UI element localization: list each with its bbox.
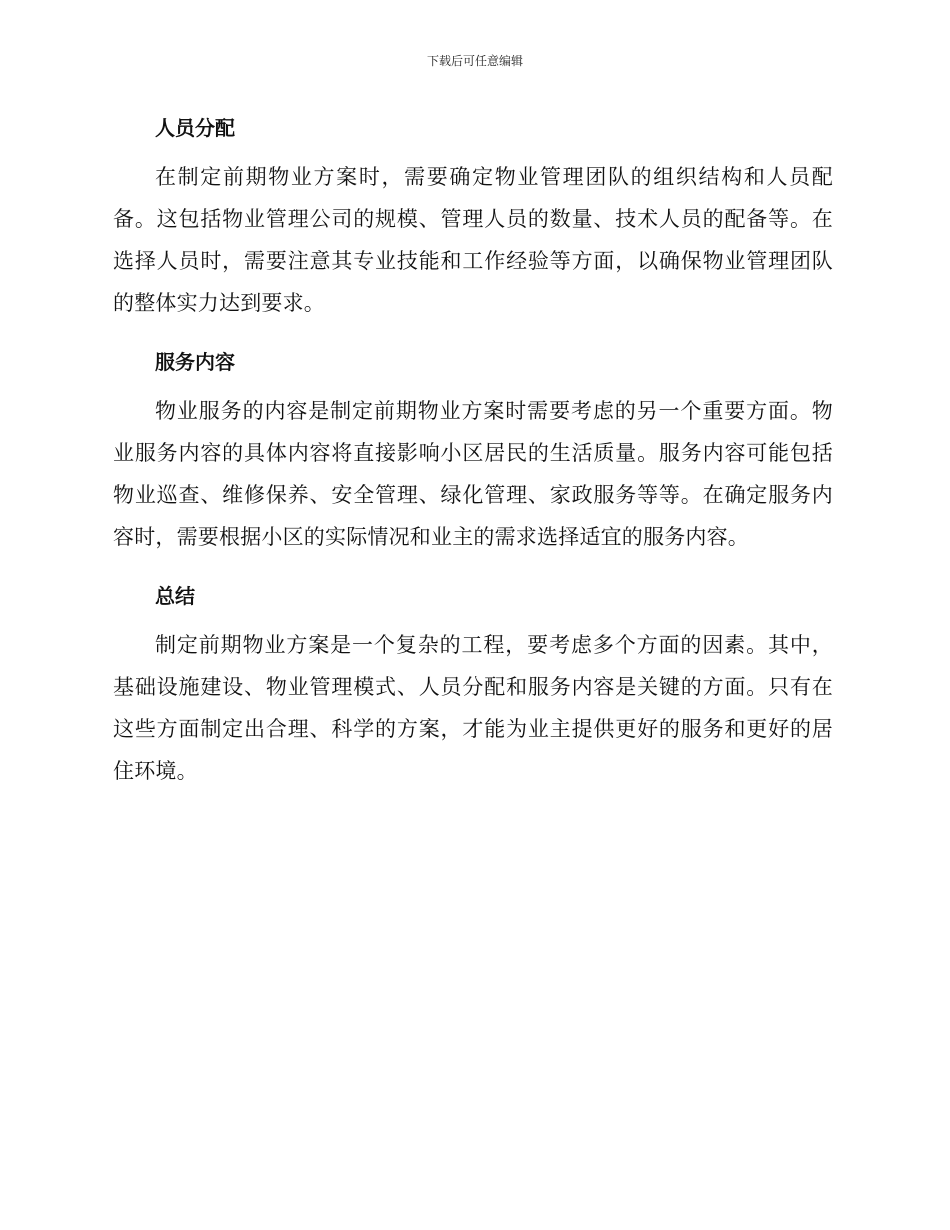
section-heading: 总结 (155, 584, 195, 608)
section-heading: 人员分配 (155, 116, 235, 140)
section-service-content (113, 342, 833, 558)
section-paragraph: 制定前期物业方案是一个复杂的工程，要考虑多个方面的因素。其中，基础设施建设、物业管理模式、人员分配和服务内容是关键的方面。只有在这些方面制定出合理、科学的方案，才能为业主提供更好的服务和更好的居住环境。 (113, 633, 833, 783)
section-staffing (113, 108, 833, 324)
page-header-note: 下载后可任意编辑 (426, 54, 523, 68)
document-body (113, 108, 833, 810)
section-paragraph: 物业服务的内容是制定前期物业方案时需要考虑的另一个重要方面。物业服务内容的具体内容将直接影响小区居民的生活质量。服务内容可能包括物业巡查、维修保养、安全管理、绿化管理、家政服务等等。在确定服务内容时，需要根据小区的实际情况和业主的需求选择适宜的服务内容。 (113, 399, 833, 549)
section-heading: 服务内容 (155, 350, 235, 374)
section-paragraph: 在制定前期物业方案时，需要确定物业管理团队的组织结构和人员配备。这包括物业管理公司的规模、管理人员的数量、技术人员的配备等。在选择人员时，需要注意其专业技能和工作经验等方面，以确保物业管理团队的整体实力达到要求。 (113, 165, 833, 315)
section-summary (113, 576, 833, 792)
